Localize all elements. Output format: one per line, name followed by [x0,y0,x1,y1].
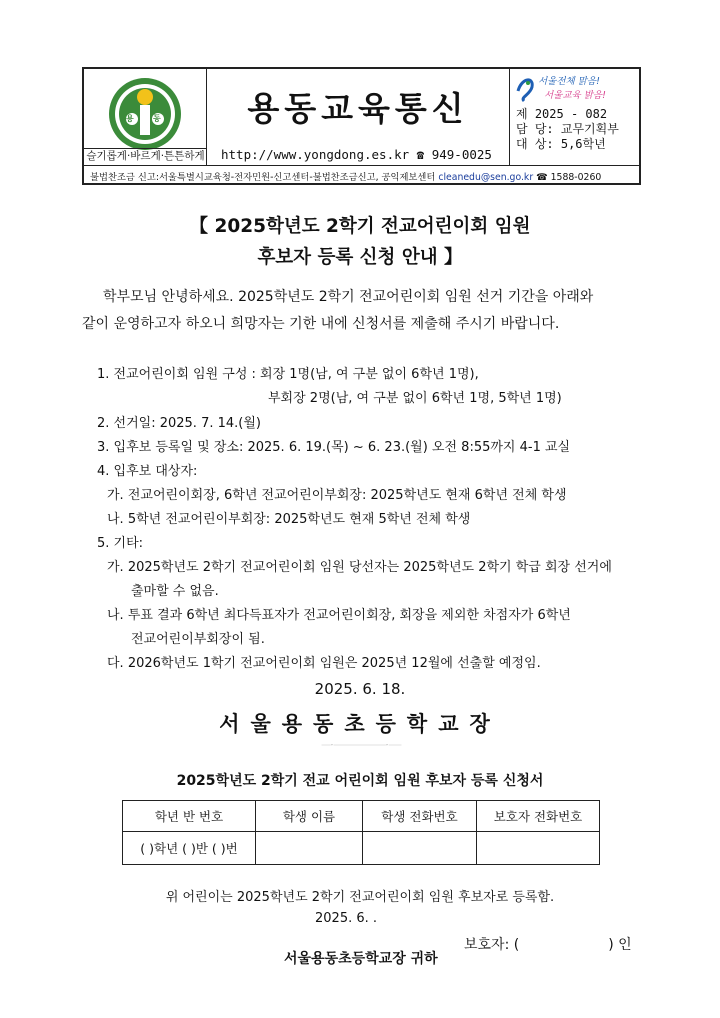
newsletter-header [82,67,641,185]
issue-info [516,107,619,152]
form-title: 2025학년도 2학기 전교 어린이회 임원 후보자 등록 신청서 [176,773,544,789]
column-header: 학생 이름 [256,801,363,832]
table-row [123,832,600,865]
logo-letter-left: 용 [126,114,134,123]
list-item: 3. 입후보 등록일 및 장소: 2025. 6. 19.(목) ~ 6. 23.(월) 오전 8:55까지 4-1 교실 [97,440,571,455]
column-header: 학생 전화번호 [363,801,477,832]
cut-line [82,744,641,746]
list-item: 2. 선거일: 2025. 7. 14.(월) [97,416,261,431]
logo-letter-right: 동 [153,114,161,123]
guardian-signature: 보호자: ( ) 인 [464,937,632,953]
report-phone: ☎ 1588-0260 [533,172,602,183]
principal-signature: 서울용동초등학교장 [219,712,501,736]
document-title-line-1: 【 2025학년도 2학기 전교어린이회 임원 [189,216,531,237]
school-motto: 슬기롭게·바르게·튼튼하게 [84,148,207,166]
intro-line-2: 같이 운영하고자 하오니 희망자는 기한 내에 신청서를 제출해 주시기 바랍니다. [82,316,560,332]
department: 담 당: 교무기획부 [516,122,619,136]
column-header: 학년 반 번호 [123,801,256,832]
issue-cell [509,69,639,166]
list-item: 1. 전교어린이회 임원 구성 : 회장 1명(남, 여 구분 없이 6학년 1명), [97,367,479,382]
contact-info: http://www.yongdong.es.kr ☎ 949-0025 [221,147,492,162]
title-cell [207,69,509,166]
newsletter-title: 용동교육통신 [247,89,469,128]
list-item: 나. 투표 결과 6학년 최다득표자가 전교어린이회장, 회장을 제외한 차점자가 6학년 [107,608,571,623]
report-line [90,169,601,183]
list-item: 나. 5학년 전교어린이부회장: 2025학년도 현재 5학년 전체 학생 [107,512,471,527]
list-item: 부회장 2명(남, 여 구분 없이 6학년 1명, 5학년 1명) [268,391,562,406]
registration-confirmation: 위 어린이는 2025학년도 2학기 전교어린이회 임원 후보자로 등록함. [165,890,555,905]
list-item: 전교어린이부회장이 됨. [131,632,265,647]
issue-number: 제 2025 - 082 [516,107,608,121]
application-form-table [122,800,600,865]
guardian-phone-field[interactable] [477,832,600,865]
list-item: 가. 전교어린이회장, 6학년 전교어린이부회장: 2025학년도 현재 6학년 전체 학생 [107,488,567,503]
document-title-line-2: 후보자 등록 신청 안내 】 [257,247,463,268]
list-item: 5. 기타: [97,536,144,551]
report-email: cleanedu@sen.go.kr [438,172,534,183]
school-logo [106,75,184,153]
list-item: 출마할 수 없음. [131,584,219,599]
table-header-row [123,801,600,832]
slogan-line-1: 서울전체 맑음! [538,76,600,87]
grade-class-number-field[interactable]: ( )학년 ( )반 ( )번 [123,832,256,865]
column-header: 보호자 전화번호 [477,801,600,832]
target-grade: 대 상: 5,6학년 [516,137,606,151]
list-item: 4. 입후보 대상자: [97,464,198,479]
student-name-field[interactable] [256,832,363,865]
report-bar [84,165,639,185]
form-addressee: 서울용동초등학교장 귀하 [284,951,438,967]
intro-line-1: 학부모님 안녕하세요. 2025학년도 2학기 전교어린이회 임원 선거 기간을 아래와 [103,289,594,305]
report-text: 불법찬조금 신고:서울특별시교육청-전자민원-신고센터-불법찬조금신고, 공익제보센터 [90,172,439,183]
list-item: 다. 2026학년도 1학기 전교어린이회 임원은 2025년 12월에 선출할 예정임. [107,656,541,671]
student-phone-field[interactable] [363,832,477,865]
notice-date: 2025. 6. 18. [314,680,406,698]
form-date: 2025. 6. . [315,911,378,926]
list-item: 가. 2025학년도 2학기 전교어린이회 임원 당선자는 2025학년도 2학기 학급 회장 선거에 [107,560,612,575]
slogan-line-2: 서울교육 밝음! [544,90,606,101]
svg-text:✂: ✂ [331,744,333,746]
svg-text:✂: ✂ [386,744,388,746]
